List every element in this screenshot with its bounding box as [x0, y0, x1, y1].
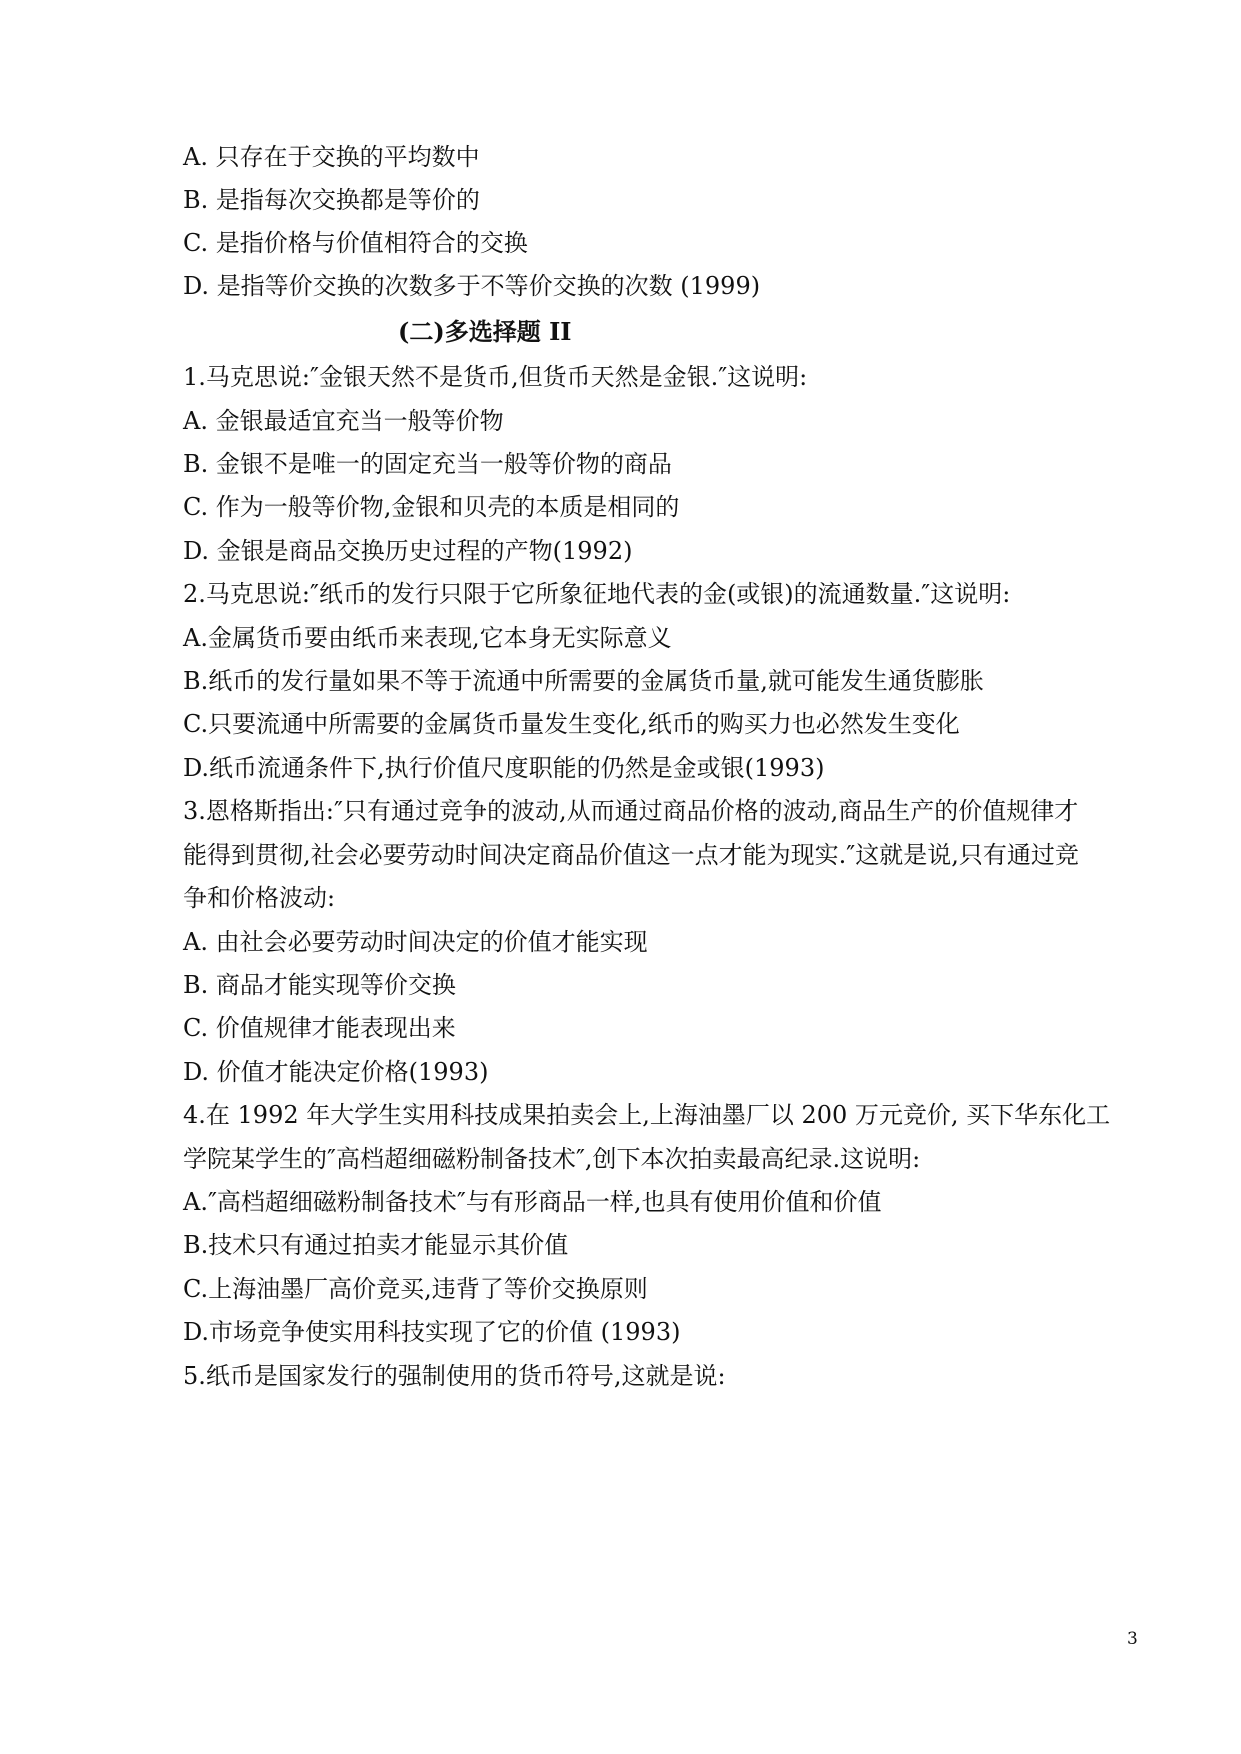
- question-1-option-d: D. 金银是商品交换历史过程的产物(1992): [183, 537, 633, 565]
- question-3-option-a: A. 由社会必要劳动时间决定的价值才能实现: [183, 928, 648, 956]
- question-2-option-c: C.只要流通中所需要的金属货币量发生变化,纸币的购买力也必然发生变化: [183, 710, 960, 738]
- question-4-line-2: 学院某学生的″高档超细磁粉制备技术″,创下本次拍卖最高纪录.这说明:: [183, 1145, 921, 1173]
- question-4-option-c: C.上海油墨厂高价竞买,违背了等价交换原则: [183, 1275, 648, 1303]
- question-3-line-1: 3.恩格斯指出:″只有通过竞争的波动,从而通过商品价格的波动,商品生产的价值规律才: [183, 797, 1079, 825]
- question-1: 1.马克思说:″金银天然不是货币,但货币天然是金银.″这说明:: [183, 363, 808, 391]
- page-number: 3: [1127, 1629, 1138, 1649]
- question-5: 5.纸币是国家发行的强制使用的货币符号,这就是说:: [183, 1362, 726, 1390]
- question-1-option-a: A. 金银最适宜充当一般等价物: [183, 407, 504, 435]
- question-3-option-c: C. 价值规律才能表现出来: [183, 1014, 456, 1042]
- question-2-option-a: A.金属货币要由纸币来表现,它本身无实际意义: [183, 624, 672, 652]
- question-3-line-3: 争和价格波动:: [183, 884, 336, 912]
- section-heading: (二)多选择题 II: [398, 317, 572, 346]
- question-1-option-b: B. 金银不是唯一的固定充当一般等价物的商品: [183, 450, 672, 478]
- question-4-line-1: 4.在 1992 年大学生实用科技成果拍卖会上,上海油墨厂以 200 万元竞价, 买下华东化工: [183, 1101, 1111, 1129]
- question-4-option-a: A.″高档超细磁粉制备技术″与有形商品一样,也具有使用价值和价值: [183, 1188, 882, 1216]
- question-2-option-b: B.纸币的发行量如果不等于流通中所需要的金属货币量,就可能发生通货膨胀: [183, 667, 984, 695]
- question-2: 2.马克思说:″纸币的发行只限于它所象征地代表的金(或银)的流通数量.″这说明:: [183, 580, 1011, 608]
- question-3-line-2: 能得到贯彻,社会必要劳动时间决定商品价值这一点才能为现实.″这就是说,只有通过竞: [183, 841, 1079, 869]
- option-c-line: C. 是指价格与价值相符合的交换: [183, 229, 528, 257]
- question-3-option-b: B. 商品才能实现等价交换: [183, 971, 456, 999]
- option-d-line: D. 是指等价交换的次数多于不等价交换的次数 (1999): [183, 272, 761, 300]
- question-4-option-b: B.技术只有通过拍卖才能显示其价值: [183, 1231, 569, 1259]
- question-4-option-d: D.市场竞争使实用科技实现了它的价值 (1993): [183, 1318, 681, 1346]
- option-b-line: B. 是指每次交换都是等价的: [183, 186, 480, 214]
- question-3-option-d: D. 价值才能决定价格(1993): [183, 1058, 489, 1086]
- question-2-option-d: D.纸币流通条件下,执行价值尺度职能的仍然是金或银(1993): [183, 754, 825, 782]
- option-a-line: A. 只存在于交换的平均数中: [183, 143, 480, 171]
- question-1-option-c: C. 作为一般等价物,金银和贝壳的本质是相同的: [183, 493, 680, 521]
